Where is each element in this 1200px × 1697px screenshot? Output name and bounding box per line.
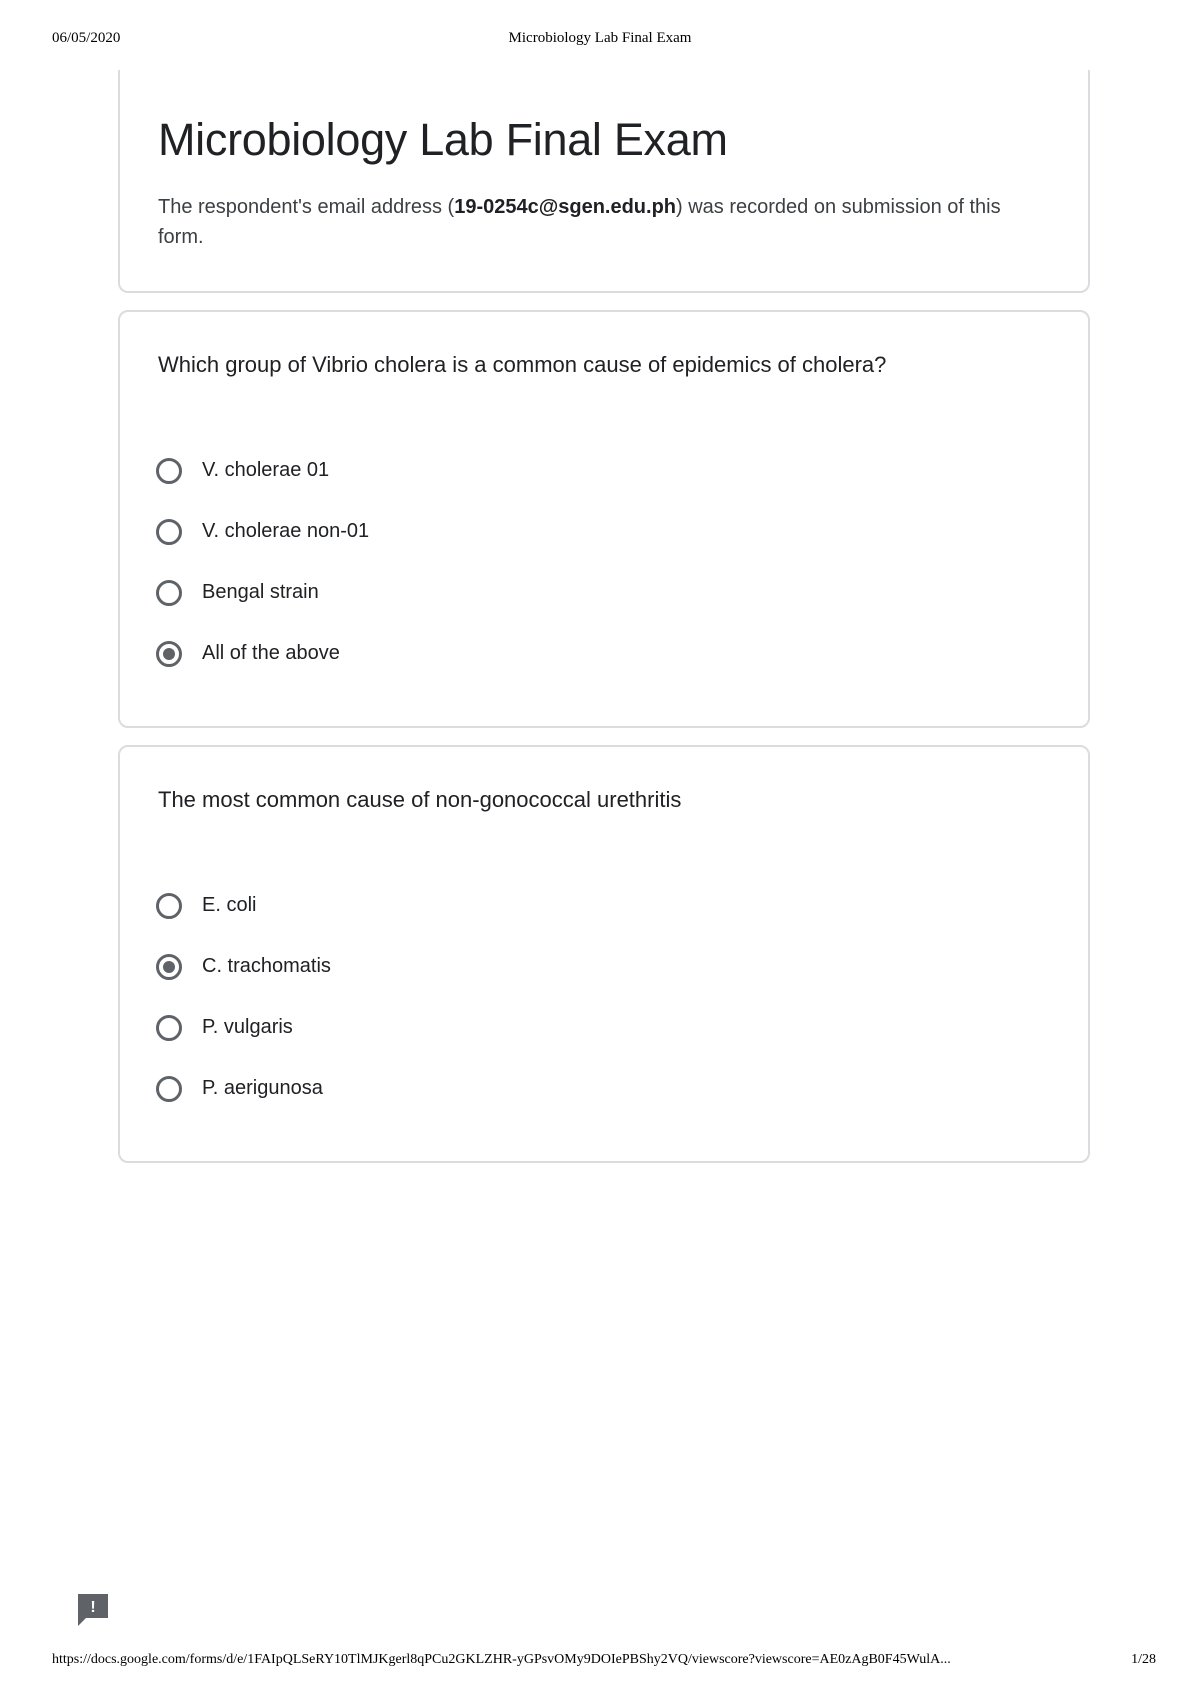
feedback-icon[interactable] <box>76 1592 110 1628</box>
question-text: Which group of Vibrio cholera is a common cause of epidemics of cholera? <box>158 352 887 377</box>
radio-option-label: All of the above <box>202 642 340 664</box>
radio-option-label: P. vulgaris <box>202 1016 293 1038</box>
email-note-prefix: The respondent's email address ( <box>158 196 455 218</box>
radio-button[interactable] <box>156 519 182 545</box>
form-header-card <box>118 70 1090 293</box>
radio-option[interactable] <box>156 440 369 501</box>
radio-option[interactable] <box>156 501 369 562</box>
radio-option-label: P. aerigunosa <box>202 1077 323 1099</box>
radio-option[interactable] <box>156 1058 331 1119</box>
radio-option-label: Bengal strain <box>202 581 319 603</box>
radio-option-label: V. cholerae non-01 <box>202 520 370 542</box>
question-card-1 <box>118 310 1090 728</box>
radio-option-label: V. cholerae 01 <box>202 459 330 481</box>
radio-option-label: E. coli <box>202 894 257 916</box>
email-recorded-note <box>158 192 1038 252</box>
print-footer <box>0 1652 1200 1672</box>
radio-option[interactable] <box>156 623 369 684</box>
radio-option[interactable] <box>156 936 331 997</box>
radio-option[interactable] <box>156 875 331 936</box>
question-card-2 <box>118 745 1090 1163</box>
radio-button[interactable] <box>156 893 182 919</box>
radio-group <box>156 875 331 1119</box>
print-date: 06/05/2020 <box>52 30 121 46</box>
radio-button[interactable] <box>156 458 182 484</box>
radio-group <box>156 440 369 684</box>
radio-button-selected[interactable] <box>156 641 182 667</box>
radio-button[interactable] <box>156 580 182 606</box>
print-url: https://docs.google.com/forms/d/e/1FAIpQLSeRY10TlMJKgerl8qPCu2GKLZHR-yGPsvOMy9DOIePBShy2VQ/viewscore?viewscore=AE0zAgB0F45WulA... <box>52 1652 951 1667</box>
radio-option[interactable] <box>156 562 369 623</box>
print-page-number: 1/28 <box>1131 1652 1156 1667</box>
radio-button[interactable] <box>156 1076 182 1102</box>
respondent-email: 19-0254c@sgen.edu.ph <box>454 196 677 218</box>
question-text: The most common cause of non-gonococcal urethritis <box>158 787 682 812</box>
print-title: Microbiology Lab Final Exam <box>508 30 692 46</box>
feedback-icon-graphic <box>76 1592 110 1628</box>
email-note-suffix: ) was recorded on submission of this form. <box>158 196 1001 248</box>
radio-button-selected[interactable] <box>156 954 182 980</box>
radio-button[interactable] <box>156 1015 182 1041</box>
print-header <box>0 30 1200 50</box>
radio-option-label: C. trachomatis <box>202 955 331 977</box>
form-title: Microbiology Lab Final Exam <box>158 114 728 165</box>
radio-option[interactable] <box>156 997 331 1058</box>
feedback-glyph: ! <box>90 1599 96 1616</box>
